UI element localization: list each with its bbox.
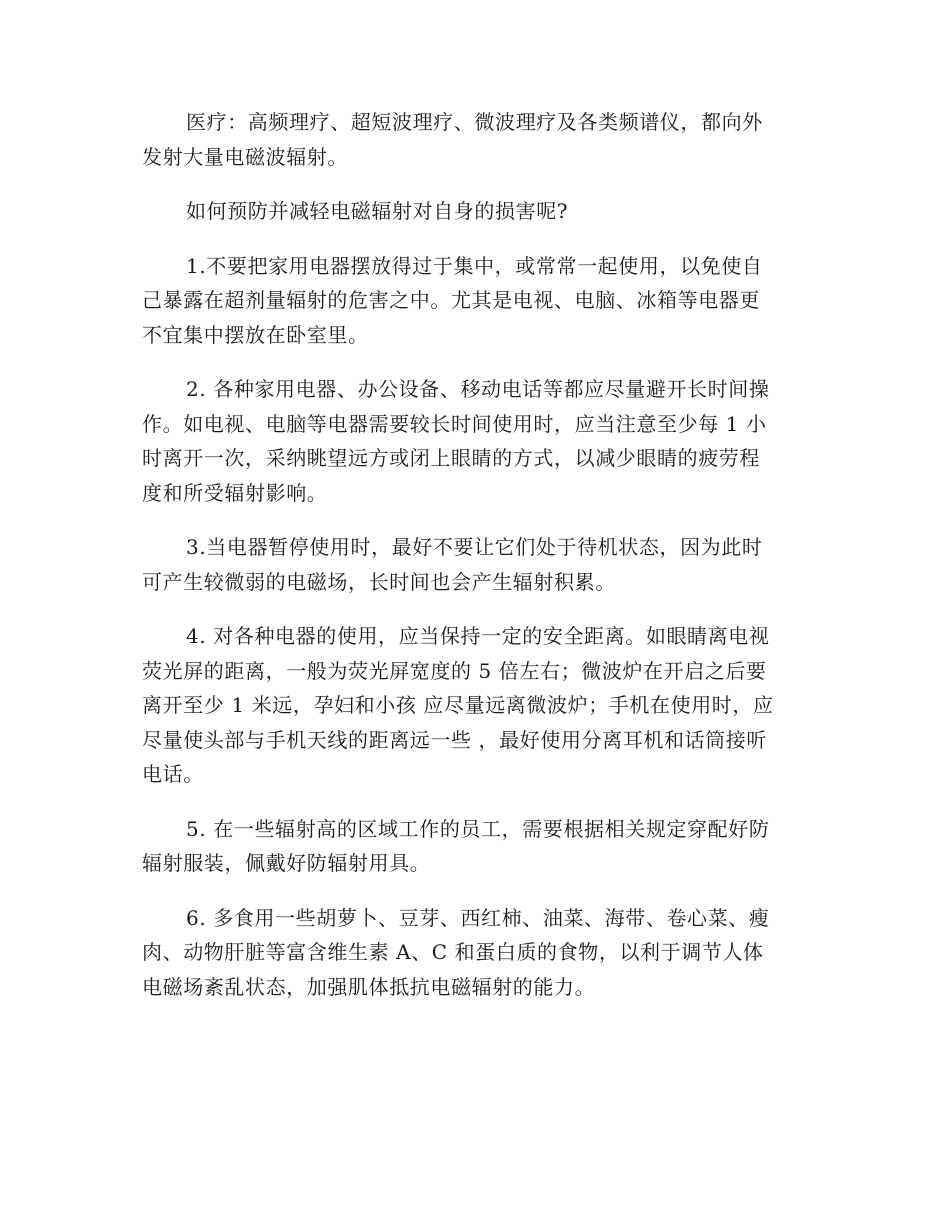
text-line: 己暴露在超剂量辐射的危害之中。尤其是电视、电脑、冰箱等电器更 — [142, 288, 760, 312]
text-line: 不宜集中摆放在卧室里。 — [142, 322, 369, 347]
text-line: 电话。 — [142, 762, 204, 786]
text-line: 电磁场紊乱状态，加强肌体抵抗电磁辐射的能力。 — [142, 974, 596, 999]
paragraph-tip-1 — [142, 249, 807, 353]
paragraph-tip-6 — [142, 901, 807, 1005]
text-line: 3.当电器暂停使用时，最好不要让它们处于待机状态，因为此时 — [186, 535, 763, 559]
text-line: 6. 多食用一些胡萝卜、豆芽、西红柿、油菜、海带、卷心菜、瘦 — [186, 905, 770, 930]
text-line: 1.不要把家用电器摆放得过于集中，或常常一起使用，以免使自 — [186, 253, 763, 278]
text-line: 5. 在一些辐射高的区域工作的员工，需要根据相关规定穿配好防 — [186, 816, 770, 841]
text-line: 如何预防并减轻电磁辐射对自身的损害呢? — [186, 199, 569, 223]
text-line: 离开至少 1 米远，孕妇和小孩 应尽量远离微波炉；手机在使用时，应 — [142, 693, 774, 717]
paragraph-medical — [142, 105, 807, 174]
text-line: 2. 各种家用电器、办公设备、移动电话等都应尽量避开长时间操 — [186, 377, 770, 401]
text-line: 可产生较微弱的电磁场，长时间也会产生辐射积累。 — [142, 569, 616, 594]
text-line: 肉、动物肝脏等富含维生素 A、C 和蛋白质的食物，以利于调节人体 — [142, 940, 764, 964]
text-line: 4. 对各种电器的使用，应当保持一定的安全距离。如眼睛离电视 — [186, 624, 770, 648]
text-line: 发射大量电磁波辐射。 — [142, 144, 348, 169]
text-line: 辐射服装，佩戴好防辐射用具。 — [142, 851, 431, 875]
paragraph-tip-3 — [142, 530, 807, 599]
document-page — [142, 105, 807, 1024]
text-line: 作。如电视、电脑等电器需要较长时间使用时，应当注意至少每 1 小 — [142, 411, 767, 436]
paragraph-tip-2 — [142, 372, 807, 510]
paragraph-tip-4 — [142, 619, 807, 792]
text-line: 时离开一次，采纳眺望远方或闭上眼睛的方式，以减少眼睛的疲劳程 — [142, 446, 760, 470]
text-line: 医疗：高频理疗、超短波理疗、微波理疗及各类频谱仪，都向外 — [186, 110, 763, 134]
paragraph-tip-5 — [142, 812, 807, 881]
paragraph-question — [142, 194, 807, 229]
text-line: 尽量使头部与手机天线的距离远一些 ，最好使用分离耳机和话筒接听 — [142, 727, 767, 752]
text-line: 荧光屏的距离，一般为荧光屏宽度的 5 倍左右；微波炉在开启之后要 — [142, 658, 767, 683]
text-line: 度和所受辐射影响。 — [142, 480, 328, 505]
